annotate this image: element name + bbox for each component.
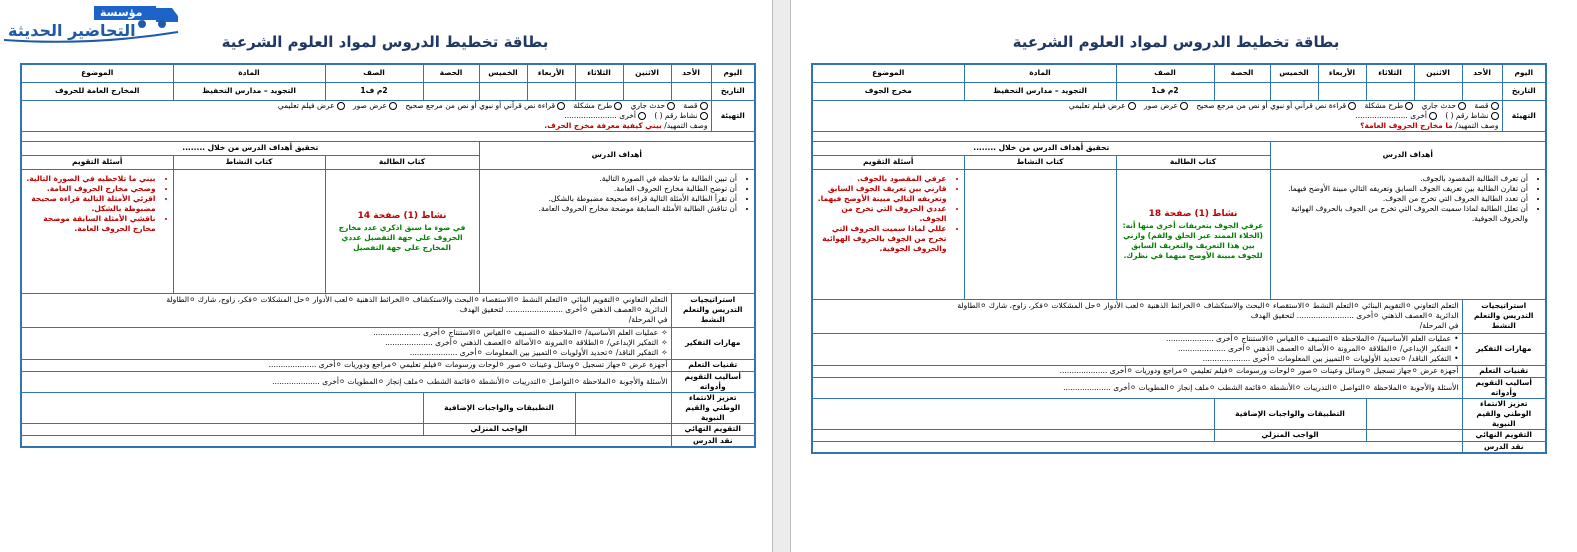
cell-subject-label: المادة (173, 64, 325, 82)
critique-row (812, 441, 1546, 453)
cell-date-label: التاريخ (1502, 82, 1546, 100)
student-book-header: كتاب الطالبة (1116, 155, 1270, 169)
cell-class-label: الصف (1116, 64, 1214, 82)
activity-book-content (173, 169, 325, 293)
eval-questions-header: أسئلة التقويم (21, 155, 173, 169)
prep-option-problem[interactable]: طرح مشكلة (573, 101, 622, 110)
thinking-label: مهارات التفكير (671, 327, 755, 359)
left-page (0, 0, 770, 552)
final-eval-label: التقويم النهائي (671, 423, 755, 435)
cell-wednesday: الأربعاء (1318, 64, 1366, 82)
apps-label: التطبيقات والواجبات الإضافية (1214, 398, 1366, 429)
prep-row (812, 100, 1546, 131)
achieve-row (812, 141, 1546, 155)
tech-label: تقنيات التعلم (1462, 365, 1546, 377)
cell-topic-label: الموضوع (21, 64, 173, 82)
prep-label: التهيئة (1502, 100, 1546, 131)
goals-list (479, 169, 755, 293)
prep-options (812, 100, 1502, 131)
activity-title: نشاط (1) صفحة 18 (1148, 208, 1238, 219)
goal-item: • أن تقارن الطالبة بين تعريف الجوف السابق وتعريفه التالي مبينة الأوضح فيهما. (1274, 184, 1529, 194)
prep-option-text[interactable]: قراءة نص قرآني أو نبوي أو نص من مرجع صحيح (405, 101, 565, 110)
content-row (812, 169, 1546, 299)
thinking-line-2: التفكير الإبداعي/ ⚪الطلاقة ⚪المرونة ⚪الأصالة ⚪العصف الذهني ⚪أخرى .................... (1177, 344, 1452, 353)
cell-date-2[interactable] (1414, 82, 1462, 100)
goal-item: • أن تبين الطالبة ما تلاحظه في الصورة التالية. (483, 174, 738, 184)
eval-item: • عرفي المقصود بالجوف. (816, 174, 947, 184)
strategies-line-2: الدائرية ⚪العصف الذهني ⚪أخرى ........................ لتحقيق الهدف (459, 305, 668, 314)
page-title: بطاقة تخطيط الدروس لمواد العلوم الشرعية (221, 33, 549, 51)
prep-option-problem[interactable]: طرح مشكلة (1364, 101, 1413, 110)
page-gap (772, 0, 791, 552)
cell-date-4[interactable] (1318, 82, 1366, 100)
homework-value[interactable] (21, 423, 423, 435)
cell-thursday: الخميس (1270, 64, 1318, 82)
cell-date-1[interactable] (1462, 82, 1502, 100)
eval-item: • ناقشي الأمثلة السابقة موضحة مخارج الحروف العامة. (25, 214, 156, 234)
lesson-plan-table (811, 63, 1547, 454)
eval-methods-options[interactable]: الأسئلة والأجوبة ⚪الملاحظة ⚪التواصل ⚪التدريبات ⚪الأنشطة ⚪قائمة الشطب ⚪ملف إنجاز ⚪المطويات ⚪أخرى .................... (812, 377, 1462, 398)
apps-value[interactable] (812, 398, 1214, 429)
critique-value[interactable] (812, 441, 1462, 453)
thinking-options[interactable]: ✧عمليات العلم الأساسية/ ⚪الملاحظة ⚪التصنيف ⚪القياس ⚪الاستنتاج ⚪أخرى .................... ✧التفكير الإبداعي/ ⚪الطلاقة ⚪المرونة ⚪الأصالة ⚪العصف الذهني ⚪أخرى .................... ✧التفكير الناقد/ ⚪تحديد الأولويات ⚪التمييز بين المعلومات ⚪أخرى .................... (21, 327, 671, 359)
cell-date-3[interactable] (575, 82, 623, 100)
prep-options (21, 100, 711, 131)
citizenship-value[interactable] (575, 392, 671, 423)
cell-wednesday: الأربعاء (527, 64, 575, 82)
homework-label: الواجب المنزلي (423, 423, 575, 435)
eval-item: • اقرئي الأمثلة التالية قراءة صحيحة مضبوطة بالشكل. (25, 194, 156, 214)
strategies-line-3: في المرحلة/ (1419, 321, 1459, 330)
cell-tuesday: الثلاثاء (1366, 64, 1414, 82)
eval-item: • بيني ما تلاحظيه في الصورة التالية. (25, 174, 156, 184)
citizenship-value[interactable] (1366, 398, 1462, 429)
achieve-row (21, 141, 755, 155)
prep-row (21, 100, 755, 131)
cell-day-label: اليوم (1502, 64, 1546, 82)
eval-methods-label: أساليب التقويم وأدواته (671, 371, 755, 392)
goal-item: • أن تعدد الطالبة الحروف التي تخرج من الجوف. (1274, 194, 1529, 204)
cell-date-label: التاريخ (711, 82, 755, 100)
prep-option-event[interactable]: حدث جاري (631, 101, 675, 110)
prep-desc-value: بيني كيفية معرفة مخرج الحرف. (544, 120, 662, 130)
citizenship-label: تعزيز الانتماء الوطني والقيم النبوية (1462, 398, 1546, 429)
apps-value[interactable] (21, 392, 423, 423)
activity-title: نشاط (1) صفحة 14 (357, 210, 447, 221)
prep-option-activity[interactable]: نشاط رقم ( ) (1445, 111, 1498, 120)
goal-item: • أن تعرف الطالبة المقصود بالجوف. (1274, 174, 1529, 184)
activity-book-content (964, 169, 1116, 299)
achieve-label: تحقيق أهداف الدرس من خلال ........ (812, 141, 1270, 155)
prep-option-other[interactable]: أخرى ...................... (564, 111, 646, 120)
apps-label: التطبيقات والواجبات الإضافية (423, 392, 575, 423)
tech-options[interactable]: أجهزة عرض ⚪جهاز تسجيل ⚪وسائل وعينات ⚪صور ⚪لوحات ورسومات ⚪فيلم تعليمي ⚪مراجع ودوريات ⚪أخرى .................... (21, 359, 671, 371)
strategies-options[interactable] (812, 299, 1462, 333)
prep-option-images[interactable]: عرض صور (1144, 101, 1188, 110)
final-eval-row (21, 423, 755, 435)
cell-sunday: الأحد (671, 64, 711, 82)
cell-day-label: اليوم (711, 64, 755, 82)
thinking-label: مهارات التفكير (1462, 333, 1546, 365)
homework-label: الواجب المنزلي (1214, 429, 1366, 441)
prep-desc-label: وصف التمهيد/ (664, 120, 708, 130)
subject-value: التجويد – مدارس التحفيظ (964, 82, 1116, 100)
prep-option-text[interactable]: قراءة نص قرآني أو نبوي أو نص من مرجع صحيح (1196, 101, 1356, 110)
spacer-row (812, 131, 1546, 141)
goals-list (1270, 169, 1546, 299)
goal-item: • أن تعلل الطالبة لماذا سميت الحروف التي تخرج من الجوف بالحروف الهوائية والحروف الجوفية. (1274, 204, 1529, 224)
strategies-row (21, 293, 755, 327)
cell-monday: الاثنين (1414, 64, 1462, 82)
activity-book-header: كتاب النشاط (173, 155, 325, 169)
cell-thursday: الخميس (479, 64, 527, 82)
date-row (812, 82, 1546, 100)
citizenship-label: تعزيز الانتماء الوطني والقيم النبوية (671, 392, 755, 423)
activity-text: في ضوء ما سبق اذكري عدد مخارج الحروف على جهة التفصيل عددي المخارج على جهة التفصيل (338, 222, 466, 252)
cell-date-5[interactable] (1270, 82, 1318, 100)
thinking-line-2: التفكير الإبداعي/ ⚪الطلاقة ⚪المرونة ⚪الأصالة ⚪العصف الذهني ⚪أخرى .................... (385, 338, 659, 347)
prep-option-event[interactable]: حدث جاري (1422, 101, 1466, 110)
goal-item: • أن توضح الطالبة مخارج الحروف العامة. (483, 184, 738, 194)
subject-value: التجويد – مدارس التحفيظ (173, 82, 325, 100)
activity-text: عرفي الجوف بتعريفات أخرى منها أنه: (الخلاء الممتد عبر الحلق والفم) وازني بين هذا التعريف والتعريف السابق للجوف مبينة الأوضح منهما في نظرك. (1122, 220, 1264, 260)
eval-questions-list (812, 169, 964, 299)
spacer-row (21, 131, 755, 141)
critique-row (21, 435, 755, 447)
cell-tuesday: الثلاثاء (575, 64, 623, 82)
critique-label: نقد الدرس (671, 435, 755, 447)
prep-option-activity[interactable]: نشاط رقم ( ) (654, 111, 707, 120)
eval-methods-row (812, 377, 1546, 398)
eval-item: • عللي لماذا سميت الحروف التي تخرج من الجوف بالحروف الهوائية والحروف الجوفية. (816, 224, 947, 254)
page-title: بطاقة تخطيط الدروس لمواد العلوم الشرعية (1012, 33, 1340, 51)
cell-date-2[interactable] (623, 82, 671, 100)
eval-item: • وضحي مخارج الحروف العامة. (25, 184, 156, 194)
strategies-options[interactable] (21, 293, 671, 327)
tech-row (21, 359, 755, 371)
prep-option-images[interactable]: عرض صور (353, 101, 397, 110)
eval-item: • قارني بين تعريف الجوف السابق وتعريفه التالي مبينة الأوضح فيهما. (816, 184, 947, 204)
tech-options[interactable]: أجهزة عرض ⚪جهاز تسجيل ⚪وسائل وعينات ⚪صور ⚪لوحات ورسومات ⚪فيلم تعليمي ⚪مراجع ودوريات ⚪أخرى .................... (812, 365, 1462, 377)
content-row (21, 169, 755, 293)
goal-item: • أن تقرأ الطالبة الأمثلة التالية قراءة صحيحة مضبوطة بالشكل. (483, 194, 738, 204)
critique-label: نقد الدرس (1462, 441, 1546, 453)
cell-date-1[interactable] (671, 82, 711, 100)
student-book-header: كتاب الطالبة (325, 155, 479, 169)
strategies-line-2: الدائرية ⚪العصف الذهني ⚪أخرى ........................ لتحقيق الهدف (1250, 311, 1459, 320)
cell-class-label: الصف (325, 64, 423, 82)
citizenship-row (21, 392, 755, 423)
cell-date-6[interactable] (423, 82, 479, 100)
thinking-row (21, 327, 755, 359)
eval-methods-options[interactable]: الأسئلة والأجوبة ⚪الملاحظة ⚪التواصل ⚪التدريبات ⚪الأنشطة ⚪قائمة الشطب ⚪ملف إنجاز ⚪المطويات ⚪أخرى .................... (21, 371, 671, 392)
logo-bottom-text: التحاضير الحديثة (8, 21, 136, 40)
cell-date-3[interactable] (1366, 82, 1414, 100)
tech-label: تقنيات التعلم (671, 359, 755, 371)
citizenship-row (812, 398, 1546, 429)
cell-period: الحصة (1214, 64, 1270, 82)
strategies-line-1: التعلم التعاوني ⚪التقويم البنائي ⚪التعلم النشط ⚪الاستقصاء ⚪البحث والاستكشاف ⚪الخرائط الذهنية ⚪لعب الأدوار ⚪حل المشكلات ⚪فكر، زاوج، شارك ⚪الطاولة (957, 301, 1459, 310)
eval-questions-list (21, 169, 173, 293)
cell-sunday: الأحد (1462, 64, 1502, 82)
class-value: 2م ف1 (325, 82, 423, 100)
cell-topic-label: الموضوع (812, 64, 964, 82)
goal-item: • أن تناقش الطالبة الأمثلة السابقة موضحة مخارج الحروف العامة. (483, 204, 738, 214)
thinking-line-1: عمليات العلم الأساسية/ ⚪الملاحظة ⚪التصنيف ⚪القياس ⚪الاستنتاج ⚪أخرى .................... (1165, 334, 1452, 343)
strategies-line-3: في المرحلة/ (628, 315, 668, 324)
goals-label: أهداف الدرس (479, 141, 755, 169)
critique-value[interactable] (21, 435, 671, 447)
prep-option-other[interactable]: أخرى ...................... (1355, 111, 1437, 120)
thinking-line-3: التفكير الناقد/ ⚪تحديد الأولويات ⚪التمييز بين المعلومات ⚪أخرى .................... (1202, 354, 1452, 363)
strategies-label: استراتيجيات التدريس والتعلم النشط (1462, 299, 1546, 333)
final-eval-row (812, 429, 1546, 441)
cell-date-5[interactable] (479, 82, 527, 100)
prep-option-film[interactable]: عرض فيلم تعليمي (278, 101, 345, 110)
right-page (791, 0, 1561, 552)
thinking-line-1: عمليات العلم الأساسية/ ⚪الملاحظة ⚪التصنيف ⚪القياس ⚪الاستنتاج ⚪أخرى .................... (373, 328, 659, 337)
cell-monday: الاثنين (623, 64, 671, 82)
days-row (21, 64, 755, 82)
topic-value: المخارج العامة للحروف (21, 82, 173, 100)
lesson-plan-table (20, 63, 756, 448)
date-row (21, 82, 755, 100)
strategies-line-1: التعلم التعاوني ⚪التقويم البنائي ⚪التعلم النشط ⚪الاستقصاء ⚪البحث والاستكشاف ⚪الخرائط الذهنية ⚪لعب الأدوار ⚪حل المشكلات ⚪فكر، زاوج، شارك ⚪الطاولة (166, 295, 668, 304)
eval-methods-label: أساليب التقويم وأدواته (1462, 377, 1546, 398)
thinking-row (812, 333, 1546, 365)
tech-row (812, 365, 1546, 377)
goals-label: أهداف الدرس (1270, 141, 1546, 169)
cell-date-6[interactable] (1214, 82, 1270, 100)
student-book-content (1116, 169, 1270, 299)
prep-label: التهيئة (711, 100, 755, 131)
eval-item: • عددي الحروف التي تخرج من الجوف. (816, 204, 947, 224)
cell-date-4[interactable] (527, 82, 575, 100)
topic-value: مخرج الجوف (812, 82, 964, 100)
student-book-content (325, 169, 479, 293)
prep-option-story[interactable]: قصة (683, 101, 707, 110)
prep-option-story[interactable]: قصة (1474, 101, 1498, 110)
eval-methods-row (21, 371, 755, 392)
strategies-row (812, 299, 1546, 333)
prep-desc-value: ما مخارج الحروف العامة؟ (1360, 120, 1453, 130)
activity-book-header: كتاب النشاط (964, 155, 1116, 169)
eval-questions-header: أسئلة التقويم (812, 155, 964, 169)
thinking-options[interactable]: •عمليات العلم الأساسية/ ⚪الملاحظة ⚪التصنيف ⚪القياس ⚪الاستنتاج ⚪أخرى .................... •التفكير الإبداعي/ ⚪الطلاقة ⚪المرونة ⚪الأصالة ⚪العصف الذهني ⚪أخرى .................... •التفكير الناقد/ ⚪تحديد الأولويات ⚪التمييز بين المعلومات ⚪أخرى .................... (812, 333, 1462, 365)
prep-desc-label: وصف التمهيد/ (1455, 120, 1499, 130)
final-eval-value[interactable] (1366, 429, 1462, 441)
class-value: 2م ف1 (1116, 82, 1214, 100)
logo-top-text: مؤسسة (96, 6, 146, 19)
achieve-label: تحقيق أهداف الدرس من خلال ........ (21, 141, 479, 155)
cell-period: الحصة (423, 64, 479, 82)
prep-option-film[interactable]: عرض فيلم تعليمي (1069, 101, 1136, 110)
thinking-line-3: التفكير الناقد/ ⚪تحديد الأولويات ⚪التمييز بين المعلومات ⚪أخرى .................... (409, 348, 659, 357)
cell-subject-label: المادة (964, 64, 1116, 82)
strategies-label: استراتيجيات التدريس والتعلم النشط (671, 293, 755, 327)
final-eval-label: التقويم النهائي (1462, 429, 1546, 441)
final-eval-value[interactable] (575, 423, 671, 435)
days-row (812, 64, 1546, 82)
homework-value[interactable] (812, 429, 1214, 441)
